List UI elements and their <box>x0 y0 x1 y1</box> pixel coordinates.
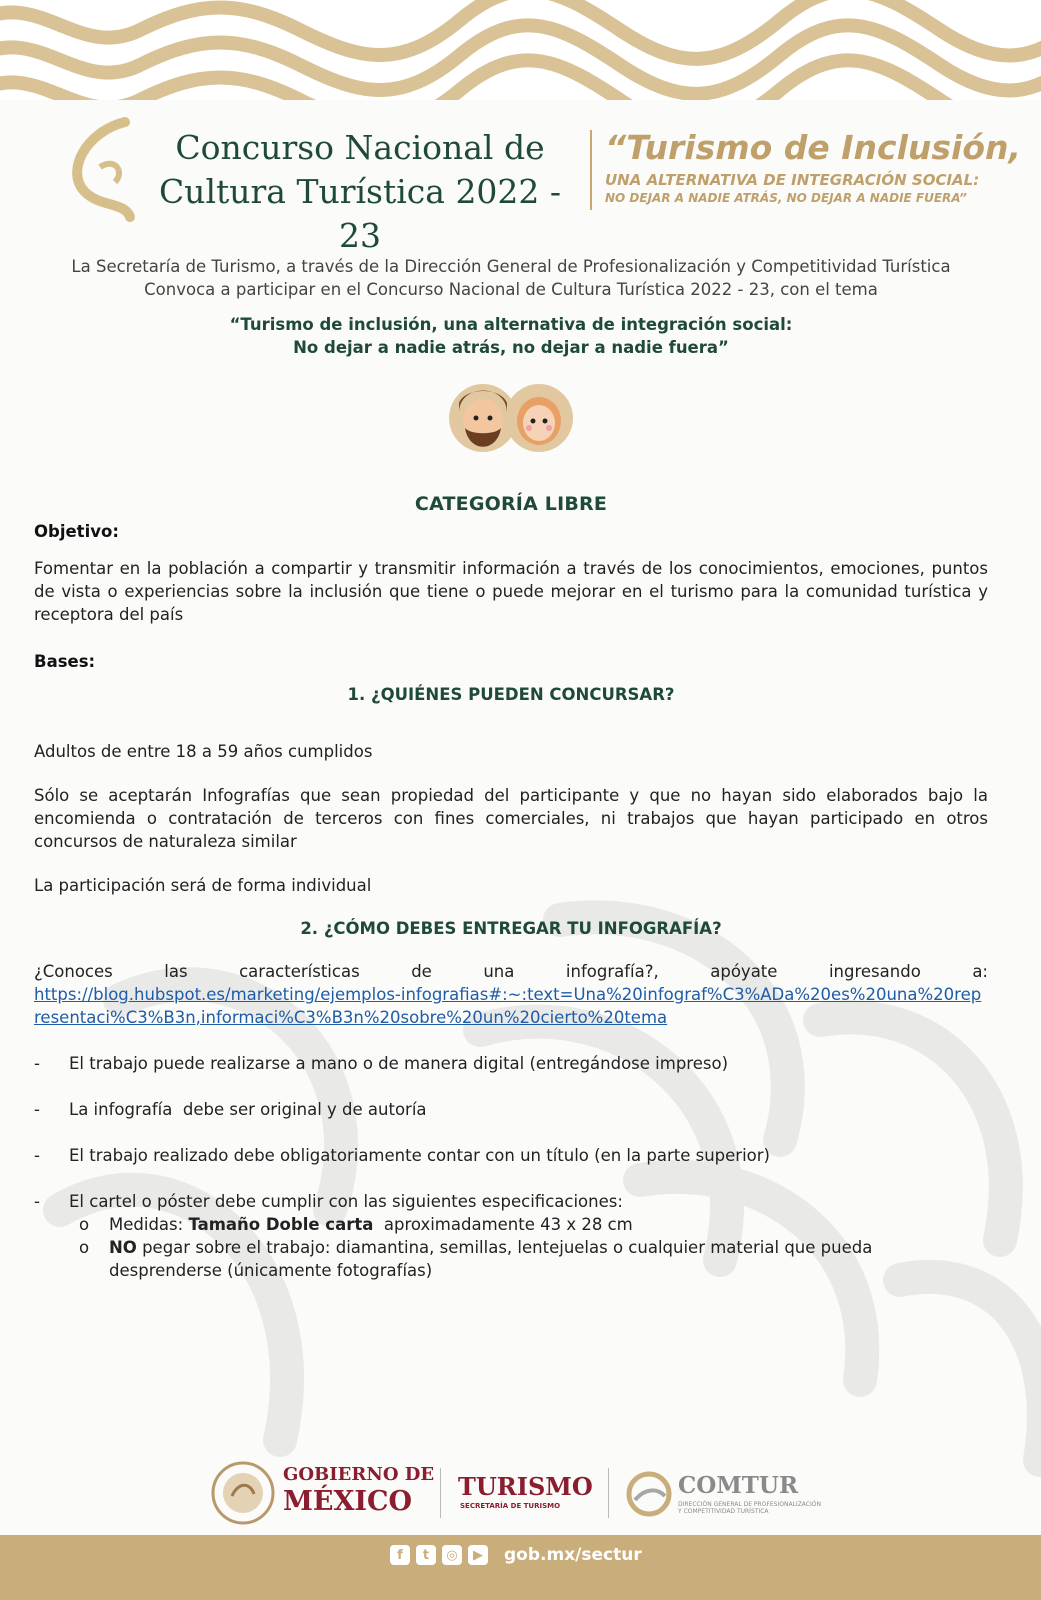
title-line-1: Concurso Nacional de <box>175 128 545 167</box>
social-band <box>0 1535 1041 1600</box>
bullet-marker: - <box>34 1100 40 1119</box>
slogan-line-3: NO DEJAR A NADIE ATRÁS, NO DEJAR A NADIE FUERA” <box>605 191 967 205</box>
section-1-p3: La participación será de forma individual <box>34 876 372 895</box>
comtur-logo-icon <box>625 1470 673 1518</box>
theme-line-1: “Turismo de inclusión, una alternativa de integración social: <box>229 315 793 334</box>
turismo-subtitle: SECRETARÍA DE TURISMO <box>460 1502 561 1510</box>
category-title: CATEGORÍA LIBRE <box>414 493 608 515</box>
sub-2-bold: NO <box>109 1238 137 1257</box>
title-line-2: Cultura Turística 2022 - 23 <box>158 172 562 255</box>
sub-bullet-marker: o <box>79 1215 90 1234</box>
bullet-4-text: El cartel o póster debe cumplir con las siguientes especificaciones: <box>69 1192 623 1211</box>
avatars-illustration <box>441 373 581 473</box>
section-2-title: 2. ¿CÓMO DEBES ENTREGAR TU INFOGRAFÍA? <box>300 919 722 938</box>
sub-bullet-marker: o <box>79 1238 90 1257</box>
social-links <box>390 1535 642 1575</box>
section-1-title: 1. ¿QUIÉNES PUEDEN CONCURSAR? <box>347 685 675 704</box>
top-wave-band <box>0 0 1041 100</box>
sub-1-suffix: aproximadamente 43 x 28 cm <box>373 1215 633 1234</box>
bullet-marker: - <box>34 1054 40 1073</box>
instagram-icon[interactable]: ◎ <box>442 1545 462 1565</box>
sub-bullet-2 <box>79 1236 988 1282</box>
header-divider <box>590 130 592 210</box>
sub-1-prefix: Medidas: <box>109 1215 189 1234</box>
twitter-icon[interactable]: t <box>416 1545 436 1565</box>
footer-divider-2 <box>608 1468 609 1518</box>
bullet-2 <box>34 1098 988 1121</box>
infographic-link[interactable]: https://blog.hubspot.es/marketing/ejemplos-infografias#:~:text=Una%20infograf%C3%ADa%20es%20una%20representaci%C3%B3n,informaci%C3%B3n%20sobre%20un%20cierto%20tema <box>34 985 982 1027</box>
comtur-subtitle-2: Y COMPETITIVIDAD TURÍSTICA <box>678 1508 769 1515</box>
section-2-intro: ¿Conoces las características de una infografía?, apóyate ingresando a: <box>34 962 988 981</box>
flourish-icon <box>55 112 145 222</box>
sub-1-bold: Tamaño Doble carta <box>188 1215 374 1234</box>
youtube-icon[interactable]: ▶ <box>468 1545 488 1565</box>
bullet-1 <box>34 1052 988 1075</box>
facebook-icon[interactable]: f <box>390 1545 410 1565</box>
bullet-3-text: El trabajo realizado debe obligatoriamente contar con un título (en la parte superior) <box>69 1146 770 1165</box>
slogan-line-2: UNA ALTERNATIVA DE INTEGRACIÓN SOCIAL: <box>605 171 980 189</box>
main-content <box>34 255 988 1282</box>
theme-line-2: No dejar a nadie atrás, no dejar a nadie fuera” <box>293 338 729 357</box>
bullet-2-text: La infografía debe ser original y de autoría <box>69 1100 427 1119</box>
header <box>0 100 1041 255</box>
bullet-3 <box>34 1144 988 1167</box>
section-1-p2: Sólo se aceptarán Infografías que sean propiedad del participante y que no hayan sido elaborados bajo la encomienda o contratación de terceros con fines comerciales, ni trabajos que hayan participado en otros concursos de naturaleza similar <box>34 786 988 851</box>
national-seal-icon <box>210 1460 276 1526</box>
contest-title <box>150 126 570 258</box>
intro-line-2: Convoca a participar en el Concurso Nacional de Cultura Turística 2022 - 23, con el tema <box>144 280 878 299</box>
footer-divider-1 <box>440 1468 441 1518</box>
sub-2-text: pegar sobre el trabajo: diamantina, semillas, lentejuelas o cualquier material que pueda desprenderse (únicamente fotografías) <box>109 1238 873 1280</box>
sub-bullet-1 <box>79 1213 988 1236</box>
slogan-line-1: “Turismo de Inclusión, <box>605 128 1022 167</box>
bullet-1-text: El trabajo puede realizarse a mano o de manera digital (entregándose impreso) <box>69 1054 729 1073</box>
footer-logos <box>0 1450 1041 1535</box>
comtur-logo-text: COMTUR <box>678 1472 799 1499</box>
comtur-subtitle-1: DIRECCIÓN GENERAL DE PROFESIONALIZACIÓN <box>678 1501 821 1508</box>
gobierno-line-1: GOBIERNO DE <box>283 1464 435 1485</box>
objective-label: Objetivo: <box>34 522 119 541</box>
bullet-4 <box>34 1190 988 1213</box>
bullet-marker: - <box>34 1192 40 1211</box>
intro-line-1: La Secretaría de Turismo, a través de la Dirección General de Profesionalización y Competitividad Turística <box>71 257 951 276</box>
bases-label: Bases: <box>34 652 96 671</box>
slogan <box>605 128 1025 205</box>
turismo-logo-text: TURISMO <box>458 1472 593 1501</box>
section-1-p1: Adultos de entre 18 a 59 años cumplidos <box>34 742 373 761</box>
objective-text: Fomentar en la población a compartir y transmitir información a través de los conocimientos, emociones, puntos de vista o experiencias sobre la inclusión que tiene o puede mejorar en el turismo para la comunidad turística y receptora del país <box>34 559 988 624</box>
gobierno-line-2: MÉXICO <box>283 1486 413 1517</box>
bullet-marker: - <box>34 1146 40 1165</box>
social-url[interactable]: gob.mx/sectur <box>504 1545 642 1565</box>
